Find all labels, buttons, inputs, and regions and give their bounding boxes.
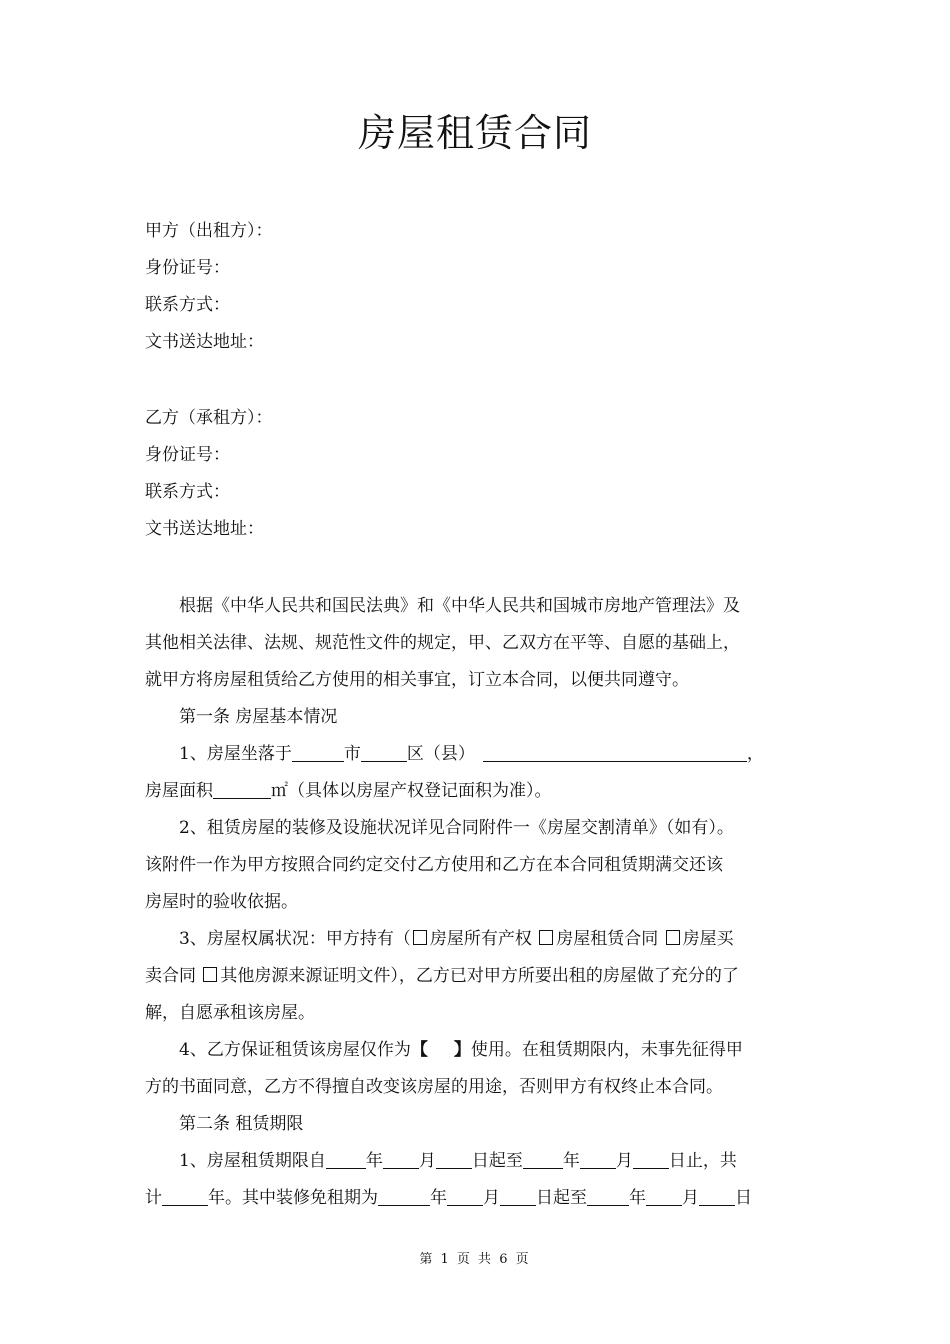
article-1-item-4-cont: 方的书面同意，乙方不得擅自改变该房屋的用途，否则甲方有权终止本合同。	[145, 1077, 723, 1097]
party-a-name-label: 甲方（出租方）：	[145, 221, 273, 241]
area-blank	[213, 780, 271, 799]
blank	[523, 1150, 563, 1169]
option-label: 房屋买	[682, 929, 734, 949]
party-a-section	[145, 213, 815, 361]
option-label: 房屋所有产权	[429, 929, 532, 949]
preamble-line: 根据《中华人民共和国民法典》和《中华人民共和国城市房地产管理法》及	[179, 596, 740, 616]
text: 年	[629, 1188, 646, 1208]
article-2-heading: 第二条 租赁期限	[179, 1114, 304, 1134]
article-1-item-2: 该附件一作为甲方按照合同约定交付乙方使用和乙方在本合同租赁期满交还该	[145, 855, 723, 875]
party-b-contact-label: 联系方式：	[145, 482, 230, 502]
party-a-contact-label: 联系方式：	[145, 295, 230, 315]
text: 年	[562, 1151, 580, 1171]
text: 年	[430, 1188, 447, 1208]
text: 使用。在租赁期限内，未事先征得甲	[470, 1040, 743, 1060]
article-2-item-1-cont	[145, 1180, 815, 1217]
blank	[326, 1150, 366, 1169]
text: 4、乙方保证租赁该房屋仅作为	[179, 1040, 411, 1060]
address-blank	[483, 743, 747, 762]
text: 房屋面积	[145, 781, 213, 801]
page-footer: 第 1 页 共 6 页	[419, 1252, 531, 1267]
preamble-line: 其他相关法律、法规、规范性文件的规定，甲、乙双方在平等、自愿的基础上，	[145, 633, 740, 653]
text: 市	[343, 744, 361, 764]
option-label: 卖合同	[145, 966, 196, 986]
text: 3、房屋权属状况：甲方持有（	[179, 929, 411, 949]
party-a-id-label: 身份证号：	[145, 258, 230, 278]
blank	[383, 1150, 419, 1169]
district-blank	[361, 743, 407, 762]
text: 1、房屋租赁期限自	[179, 1151, 326, 1171]
party-b-id-label: 身份证号：	[145, 445, 230, 465]
checkbox-icon	[203, 967, 217, 982]
preamble-line: 就甲方将房屋租赁给乙方使用的相关事宜，订立本合同，以便共同遵守。	[145, 670, 689, 690]
checkbox-icon	[539, 930, 553, 945]
text: 月	[483, 1188, 500, 1208]
text: 日起至	[471, 1151, 523, 1171]
article-1-item-3	[145, 921, 815, 958]
text: 年	[365, 1151, 383, 1171]
party-b-section	[145, 400, 815, 548]
bracket-close: 】	[453, 1040, 471, 1060]
page-title: 房屋租赁合同	[357, 111, 592, 155]
bracket-open: 【	[410, 1040, 428, 1060]
party-b-name-label: 乙方（承租方）：	[145, 408, 273, 428]
article-1-item-4	[145, 1032, 815, 1069]
text: ㎡（具体以房屋产权登记面积为准）。	[271, 781, 552, 801]
blank	[646, 1187, 682, 1206]
blank	[447, 1187, 483, 1206]
text: 计	[145, 1188, 162, 1208]
checkbox-icon	[666, 930, 680, 945]
article-1-item-3-cont: 解，自愿承租该房屋。	[145, 1003, 315, 1023]
article-1-item-3-cont	[145, 958, 815, 995]
article-1-item-1-area	[145, 773, 815, 810]
blank	[436, 1150, 472, 1169]
contract-body	[145, 588, 815, 1217]
option-label: 房屋租赁合同	[556, 929, 659, 949]
text: 日起至	[536, 1188, 587, 1208]
blank	[699, 1187, 735, 1206]
text: 日	[735, 1188, 752, 1208]
text: 日止，共	[668, 1151, 737, 1171]
text: 月	[682, 1188, 699, 1208]
blank	[580, 1150, 616, 1169]
text: ，	[746, 744, 764, 764]
party-b-address-label: 文书送达地址：	[145, 519, 264, 539]
checkbox-icon	[413, 930, 427, 945]
text: 区（县）	[406, 744, 475, 764]
text: 月	[615, 1151, 633, 1171]
blank	[378, 1187, 430, 1206]
blank	[587, 1187, 629, 1206]
blank	[162, 1187, 208, 1206]
text: 年。其中装修免租期为	[208, 1188, 378, 1208]
article-1-heading: 第一条 房屋基本情况	[179, 707, 338, 727]
blank	[500, 1187, 536, 1206]
article-1-item-1	[145, 736, 815, 773]
article-2-item-1	[145, 1143, 815, 1180]
party-a-address-label: 文书送达地址：	[145, 332, 264, 352]
article-1-item-2: 房屋时的验收依据。	[145, 892, 298, 912]
city-blank	[292, 743, 344, 762]
article-1-item-2: 2、租赁房屋的装修及设施状况详见合同附件一《房屋交割清单》（如有）。	[179, 818, 734, 838]
blank	[633, 1150, 669, 1169]
text: 1、房屋坐落于	[179, 744, 292, 764]
text: 月	[418, 1151, 436, 1171]
option-label: 其他房源来源证明文件），乙方已对甲方所要出租的房屋做了充分的了	[220, 966, 739, 986]
